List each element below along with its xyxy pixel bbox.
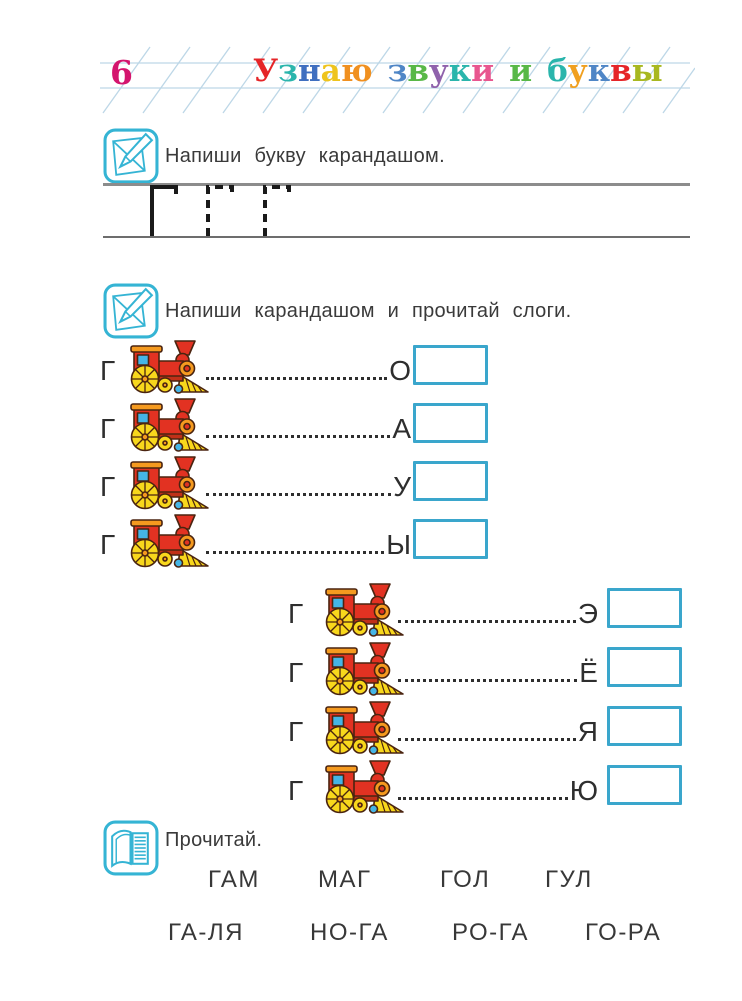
title-letter: у (567, 53, 588, 89)
train-icon (125, 338, 211, 394)
syllable-row (288, 580, 688, 638)
syllable-row (100, 337, 500, 395)
train-icon (125, 512, 211, 568)
title-letter: б (547, 53, 568, 89)
task-write-letter-label: Напиши букву карандашом. (165, 145, 445, 167)
title-word (509, 53, 532, 90)
train-icon (320, 640, 406, 696)
syllable-row (288, 757, 688, 815)
syllable-prefix-letter: Г (100, 471, 116, 502)
syllable-vowel-letter: У (393, 471, 411, 502)
title-letter: и (471, 53, 495, 89)
title-word (253, 53, 373, 90)
syllable-row (288, 698, 688, 756)
syllable-vowel-letter: Э (577, 598, 598, 629)
syllable-prefix-letter: Г (288, 598, 304, 629)
syllable-prefix-letter: Г (100, 413, 116, 444)
train-icon (125, 454, 211, 510)
answer-box[interactable] (413, 403, 488, 443)
syllable-prefix-letter: Г (100, 529, 116, 560)
title-letter: и (509, 53, 533, 89)
reading-word: МАГ (318, 866, 372, 893)
train-icon (320, 758, 406, 814)
practice-letter-г-samples[interactable] (145, 184, 315, 237)
reading-word: ГАМ (208, 866, 260, 893)
task-read-label: Прочитай. (165, 829, 263, 851)
dotted-writing-line[interactable] (206, 377, 387, 380)
syllable-prefix-letter: Г (100, 355, 116, 386)
reading-word: НО-ГА (310, 919, 389, 946)
task-write-syllables-label: Напиши карандашом и прочитай слоги. (165, 300, 572, 322)
title-letter: к (587, 53, 611, 89)
dotted-writing-line[interactable] (398, 679, 577, 682)
syllable-row (100, 395, 500, 453)
syllable-prefix-letter: Г (288, 657, 304, 688)
title-letter: ы (631, 53, 663, 89)
title-letter: з (278, 53, 298, 89)
syllable-vowel-letter: О (389, 355, 411, 386)
dotted-writing-line[interactable] (206, 551, 384, 554)
train-icon (320, 581, 406, 637)
title-letter: в (407, 53, 429, 89)
reading-word: ГОЛ (440, 866, 491, 893)
title-letter: а (320, 53, 341, 89)
train-icon (320, 699, 406, 755)
train-icon (125, 396, 211, 452)
answer-box[interactable] (413, 461, 488, 501)
page-title (253, 53, 663, 90)
syllable-vowel-letter: Ы (386, 529, 411, 560)
title-letter: у (428, 53, 449, 89)
title-letter: У (253, 53, 279, 89)
syllable-row (288, 639, 688, 697)
title-letter: н (297, 53, 321, 89)
answer-box[interactable] (607, 588, 682, 628)
dotted-writing-line[interactable] (398, 797, 568, 800)
syllable-vowel-letter: Ю (569, 775, 598, 806)
syllable-vowel-letter: Я (577, 716, 598, 747)
pencil-writing-icon (103, 128, 159, 184)
syllable-vowel-letter: Ё (579, 657, 598, 688)
syllable-row (100, 511, 500, 569)
reading-word: ГА-ЛЯ (168, 919, 244, 946)
dotted-writing-line[interactable] (398, 738, 576, 741)
title-word (388, 53, 495, 90)
answer-box[interactable] (413, 519, 488, 559)
title-letter: з (387, 53, 408, 89)
title-letter: в (610, 53, 632, 89)
dotted-writing-line[interactable] (206, 493, 391, 496)
syllable-vowel-letter: А (392, 413, 411, 444)
title-letter: к (448, 53, 472, 89)
title-word (547, 53, 663, 90)
pencil-writing-icon (103, 283, 159, 339)
answer-box[interactable] (607, 765, 682, 805)
reading-word: РО-ГА (452, 919, 530, 946)
dotted-writing-line[interactable] (398, 620, 576, 623)
answer-box[interactable] (607, 706, 682, 746)
dotted-writing-line[interactable] (206, 435, 390, 438)
reading-word: ГУЛ (545, 866, 593, 893)
title-letter: ю (340, 53, 373, 89)
syllable-row (100, 453, 500, 511)
syllable-prefix-letter: Г (288, 775, 304, 806)
page-number: 6 (110, 53, 133, 92)
syllable-prefix-letter: Г (288, 716, 304, 747)
open-book-icon (103, 820, 159, 876)
answer-box[interactable] (607, 647, 682, 687)
answer-box[interactable] (413, 345, 488, 385)
reading-word: ГО-РА (585, 919, 662, 946)
